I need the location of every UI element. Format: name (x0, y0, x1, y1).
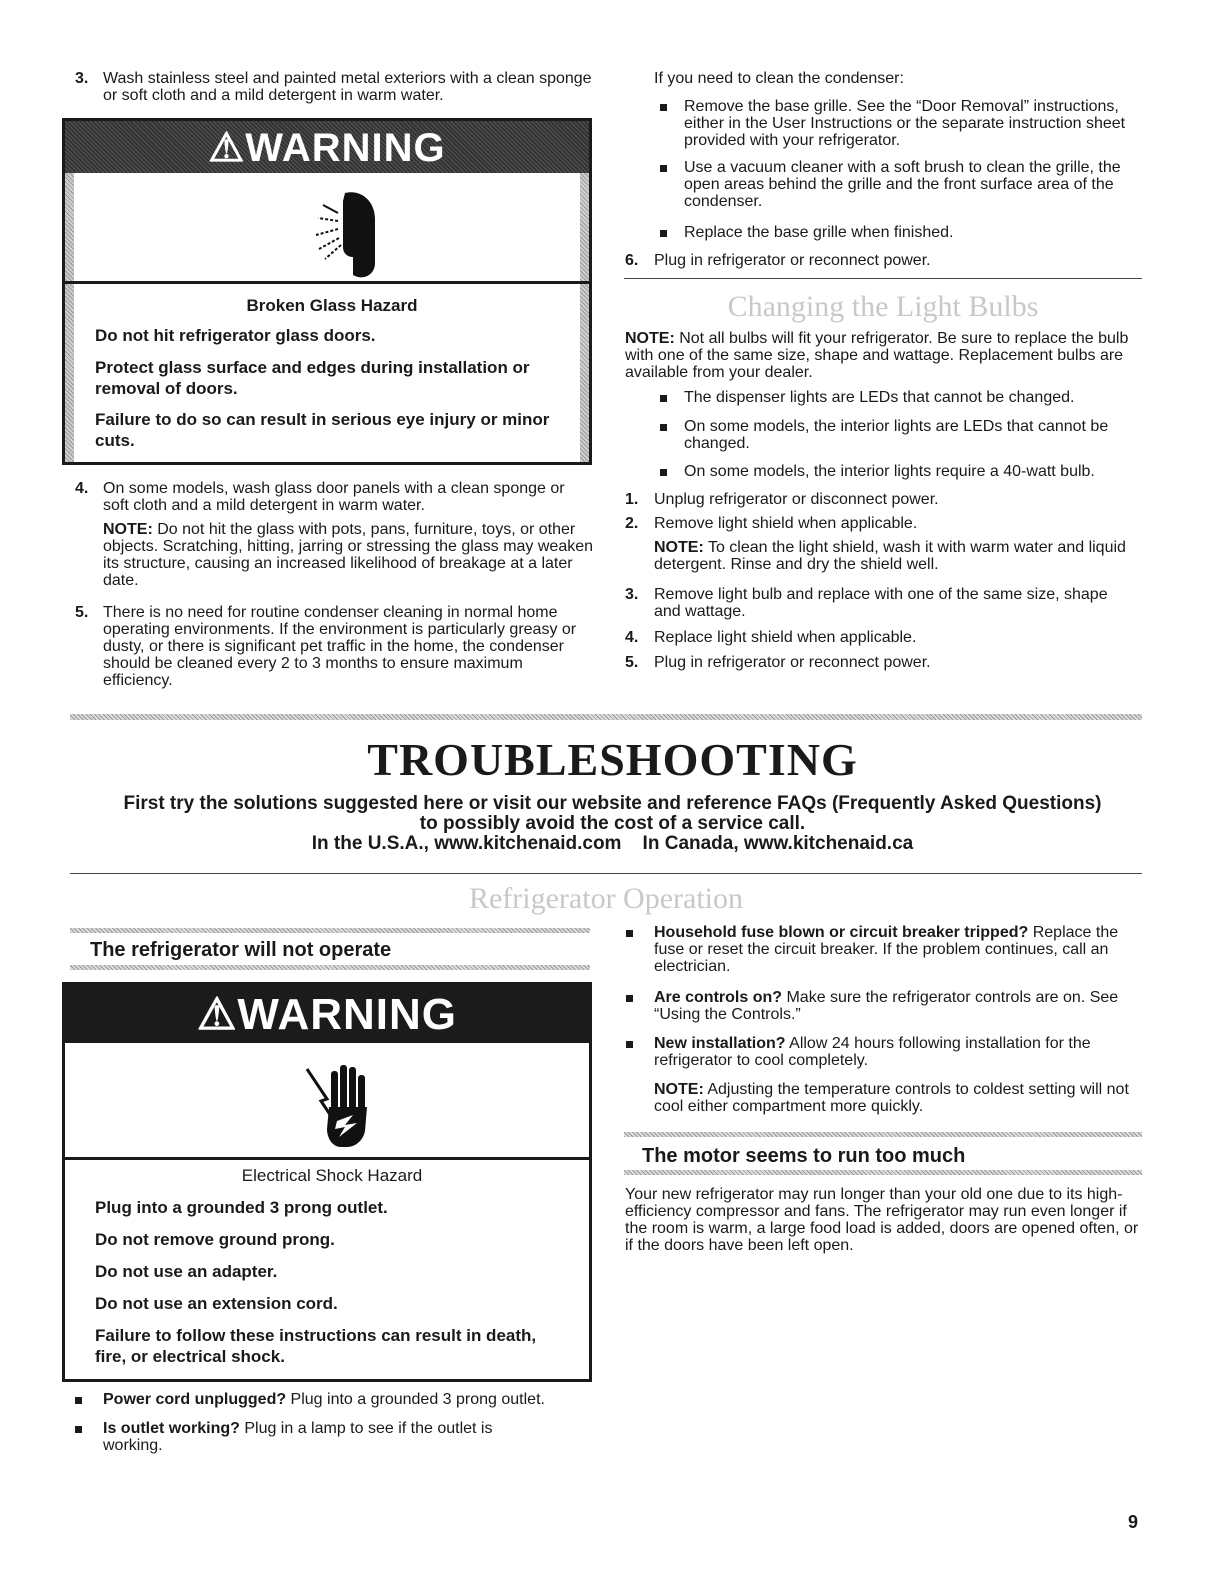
note-label: NOTE: (654, 1081, 704, 1098)
note-paragraph (625, 330, 1140, 381)
sub-heading: The refrigerator will not operate (90, 939, 392, 961)
list-item: Use a vacuum cleaner with a soft brush to clean the grille, the open areas behind the grille and the front surface area of the condenser. (684, 159, 1121, 210)
warning-line: Plug into a grounded 3 prong outlet. (95, 1198, 388, 1217)
bullet (660, 230, 667, 237)
warning-divider (65, 1157, 589, 1160)
hatch-divider (70, 714, 1142, 720)
step-text: Remove light shield when applicable. (654, 515, 918, 532)
list-item-text: Make sure the refrigerator controls are on. See “Using the Controls.” (654, 989, 1119, 1023)
list-item-bold: Are controls on? (654, 989, 783, 1006)
step-number: 6. (625, 252, 639, 269)
list-item: Replace the base grille when finished. (684, 224, 954, 241)
step-number: 3. (75, 70, 89, 87)
bullet (626, 1041, 633, 1048)
warning-box-electrical (62, 982, 592, 1382)
list-item (103, 1420, 543, 1454)
warning-line: Do not use an adapter. (95, 1262, 278, 1281)
warning-banner: ⚠WARNING (65, 985, 589, 1043)
warning-side-hatch (580, 173, 589, 462)
bullet (75, 1397, 82, 1404)
warning-line: Do not remove ground prong. (95, 1230, 335, 1249)
list-item-bold: Is outlet working? (103, 1420, 240, 1437)
step-text: Plug in refrigerator or reconnect power. (654, 654, 931, 671)
warning-divider (65, 281, 589, 284)
list-item: On some models, the interior lights require a 40-watt bulb. (684, 463, 1095, 480)
list-item (654, 1035, 1144, 1069)
section-title: Refrigerator Operation (468, 882, 744, 915)
hatch-divider (70, 928, 590, 933)
step-text: Wash stainless steel and painted metal exteriors with a clean sponge or soft cloth and a mild detergent in warm water. (103, 70, 592, 104)
warning-banner: ⚠WARNING (65, 121, 589, 173)
list-item (103, 1391, 593, 1408)
step-text: On some models, wash glass door panels with a clean sponge or soft cloth and a mild detergent in warm water. (103, 480, 565, 514)
list-item-text: Allow 24 hours following installation for the refrigerator to cool completely. (654, 1035, 1091, 1069)
note-text: To clean the light shield, wash it with warm water and liquid detergent. Rinse and dry the shield well. (654, 539, 1126, 573)
note-label: NOTE: (103, 521, 153, 538)
list-item: Remove the base grille. See the “Door Removal” instructions, either in the User Instructions or the separate instruction sheet provided with your refrigerator. (684, 98, 1126, 149)
motor-paragraph: Your new refrigerator may run longer than your old one due to its high-efficiency compressor and fans. The refrigerator may run even longer if the room is warm, a large food load is added, doors are opened often, or if the doors have been left open. (625, 1186, 1139, 1254)
step-number: 4. (75, 480, 89, 497)
step-number: 3. (625, 586, 639, 603)
step-text: Remove light bulb and replace with one of the same size, shape and wattage. (654, 586, 1108, 620)
section-rule (70, 873, 1142, 874)
bullet (660, 395, 667, 402)
bullet (660, 165, 667, 172)
warning-line: Failure to follow these instructions can result in death, fire, or electrical shock. (95, 1326, 537, 1366)
list-item-text: Plug in a lamp to see if the outlet is working. (103, 1420, 493, 1454)
note-text: Not all bulbs will fit your refrigerator. Be sure to replace the bulb with one of the same size, shape and wattage. Replacement bulbs are available from your dealer. (625, 330, 1129, 381)
hatch-divider (624, 1132, 1142, 1137)
page-number: 9 (1128, 1512, 1139, 1532)
page-title: TROUBLESHOOTING (367, 734, 858, 785)
bullet (660, 424, 667, 431)
step-text: Replace light shield when applicable. (654, 629, 917, 646)
section-title: Changing the Light Bulbs (727, 290, 1039, 323)
hazard-title: Broken Glass Hazard (246, 296, 418, 315)
step-number: 5. (625, 654, 639, 671)
section-rule (624, 278, 1142, 279)
list-item-text: Replace the fuse or reset the circuit breaker. If the problem continues, call an electrician. (654, 924, 1119, 975)
list-item: On some models, the interior lights are LEDs that cannot be changed. (684, 418, 1109, 452)
list-item-text: Plug into a grounded 3 prong outlet. (286, 1391, 545, 1408)
list-item (654, 924, 1144, 975)
bullet (75, 1426, 82, 1433)
intro-line: In the U.S.A., www.kitchenaid.com In Canada, www.kitchenaid.ca (311, 833, 914, 854)
step-note (654, 539, 1134, 573)
sub-heading: The motor seems to run too much (642, 1145, 966, 1167)
broken-glass-icon (283, 183, 393, 283)
warning-side-hatch (65, 173, 74, 462)
list-item: The dispenser lights are LEDs that cannot be changed. (684, 389, 1075, 406)
list-item (654, 989, 1144, 1023)
step-number: 4. (625, 629, 639, 646)
step-text: There is no need for routine condenser cleaning in normal home operating environments. If the environment is particularly greasy or dusty, or there is significant pet traffic in the home, the condenser should be cleaned every 2 to 3 months to ensure maximum efficiency. (103, 604, 577, 689)
note-text: Do not hit the glass with pots, pans, furniture, toys, or other objects. Scratching, hitting, jarring or stressing the glass may weaken its structure, causing an increased likelihood of breakage at a later date. (103, 521, 594, 589)
electrical-shock-icon (297, 1049, 377, 1159)
bullet (626, 930, 633, 937)
warning-line: Failure to do so can result in serious eye injury or minor cuts. (95, 410, 550, 450)
hatch-divider (624, 1170, 1142, 1175)
step-text: Unplug refrigerator or disconnect power. (654, 491, 939, 508)
step-note (103, 521, 593, 589)
note-label: NOTE: (625, 330, 675, 347)
bullet (660, 104, 667, 111)
note-label: NOTE: (654, 539, 704, 556)
warning-line: Do not hit refrigerator glass doors. (95, 326, 376, 345)
condenser-intro: If you need to clean the condenser: (654, 70, 904, 87)
hazard-title: Electrical Shock Hazard (241, 1166, 423, 1185)
warning-box-glass (62, 118, 592, 465)
step-text: Plug in refrigerator or reconnect power. (654, 252, 931, 269)
note-text: Adjusting the temperature controls to coldest setting will not cool either compartment more quickly. (654, 1081, 1129, 1115)
bullet (626, 995, 633, 1002)
intro-line: First try the solutions suggested here or visit our website and reference FAQs (Frequently Asked Questions) (123, 793, 1102, 814)
step-number: 2. (625, 515, 639, 532)
intro-line: to possibly avoid the cost of a service call. (419, 813, 806, 834)
warning-line: Protect glass surface and edges during installation or removal of doors. (95, 358, 530, 398)
list-item-bold: New installation? (654, 1035, 786, 1052)
bullet (660, 469, 667, 476)
warning-line: Do not use an extension cord. (95, 1294, 338, 1313)
step-note (654, 1081, 1134, 1115)
step-number: 1. (625, 491, 639, 508)
list-item-bold: Power cord unplugged? (103, 1391, 287, 1408)
step-number: 5. (75, 604, 89, 621)
list-item-bold: Household fuse blown or circuit breaker tripped? (654, 924, 1029, 941)
hatch-divider (70, 965, 590, 970)
